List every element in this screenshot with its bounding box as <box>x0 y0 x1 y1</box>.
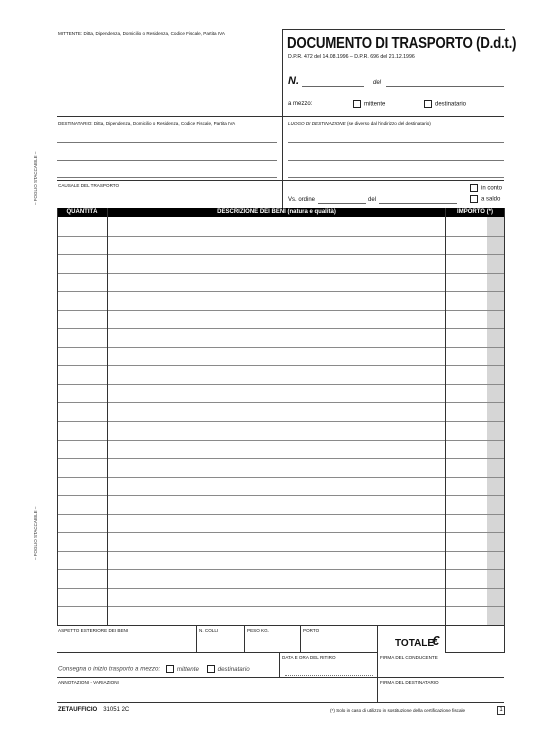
in-conto-checkbox[interactable] <box>470 184 478 192</box>
consegna-mittente[interactable]: mittente <box>166 666 199 673</box>
number-field[interactable] <box>302 86 364 87</box>
causale-label: CAUSALE DEL TRASPORTO <box>58 183 120 188</box>
currency-symbol: € <box>432 633 440 648</box>
date-field[interactable] <box>386 86 504 87</box>
brand-logo: ZETAUFFICIO 31051 2C <box>58 707 130 713</box>
firma-destinatario-label: FIRMA DEL DESTINATARIO <box>380 680 439 685</box>
side-label-bottom: – FOGLIO STACCABILE – <box>33 506 38 560</box>
destination-label: LUOGO DI DESTINAZIONE (se diverso dal l'indirizzo del destinatario) <box>288 121 431 126</box>
mezzo-destinatario[interactable]: destinatario <box>424 100 466 109</box>
table-row[interactable] <box>57 606 504 607</box>
ordine-date-field[interactable] <box>379 203 457 204</box>
col-desc-header: DESCRIZIONE DEI BENI (natura e qualità) <box>217 209 336 215</box>
table-row[interactable] <box>57 310 504 311</box>
table-row[interactable] <box>57 236 504 237</box>
table-row[interactable] <box>57 458 504 459</box>
table-row[interactable] <box>57 291 504 292</box>
table-row[interactable] <box>57 588 504 589</box>
table-row[interactable] <box>57 273 504 274</box>
consegna-destinatario[interactable]: destinatario <box>207 666 250 673</box>
table-row[interactable] <box>57 365 504 366</box>
table-row[interactable] <box>57 402 504 403</box>
col-qty-header: QUANTITÀ <box>66 209 98 215</box>
col-amount-header: IMPORTO (*) <box>457 209 493 215</box>
data-ora-ticks <box>285 671 373 676</box>
copy-number: 1 <box>497 706 505 715</box>
table-row[interactable] <box>57 254 504 255</box>
date-label: del <box>373 80 382 86</box>
a-saldo-checkbox[interactable] <box>470 195 478 203</box>
destinatario-checkbox[interactable] <box>424 100 432 108</box>
consegna-destinatario-checkbox[interactable] <box>207 665 215 673</box>
data-ora-label: DATA E ORA DEL RITIRO <box>282 655 336 660</box>
table-row[interactable] <box>57 328 504 329</box>
table-row[interactable] <box>57 347 504 348</box>
table-row[interactable] <box>57 421 504 422</box>
mittente-checkbox[interactable] <box>353 100 361 108</box>
ordine-del-label: del <box>368 197 377 203</box>
table-row[interactable] <box>57 477 504 478</box>
side-label-top: – FOGLIO STACCABILE – <box>33 151 38 205</box>
fiscal-note: (*) Solo in caso di utilizzo in sostituzione della certificazione fiscale <box>330 708 466 713</box>
a-saldo-option[interactable]: a saldo <box>470 195 500 204</box>
consegna-label: Consegna o inizio trasporto a mezzo: mittente destinatario <box>58 665 250 673</box>
table-row[interactable] <box>57 514 504 515</box>
table-row[interactable] <box>57 440 504 441</box>
aspetto-label: ASPETTO ESTERIORE DEI BENI <box>58 628 129 633</box>
vs-ordine-field[interactable] <box>318 203 366 204</box>
table-row[interactable] <box>57 551 504 552</box>
dpr-reference: D.P.R. 472 del 14.08.1996 – D.P.R. 696 del 21.12.1996 <box>288 54 415 60</box>
consegna-mittente-checkbox[interactable] <box>166 665 174 673</box>
table-row[interactable] <box>57 495 504 496</box>
mezzo-label: a mezzo: <box>288 101 313 107</box>
recipient-label: DESTINATARIO: Ditta, Dipendenza, Domicilio o Residenza, Codice Fiscale, Partita IVA <box>58 121 236 126</box>
colli-label: N. COLLI <box>199 628 219 633</box>
sender-label: MITTENTE: Ditta, Dipendenza, Domicilio o Residenza, Codice Fiscale, Partita IVA <box>58 31 225 36</box>
document-title: DOCUMENTO DI TRASPORTO (D.d.t.) <box>287 35 517 52</box>
firma-conducente-label: FIRMA DEL CONDUCENTE <box>380 655 438 660</box>
porto-label: PORTO <box>303 628 320 633</box>
in-conto-option[interactable]: in conto <box>470 184 502 193</box>
annotazioni-label: ANNOTAZIONI - VARIAZIONI <box>58 680 119 685</box>
table-row[interactable] <box>57 532 504 533</box>
vs-ordine-label: Vs. ordine <box>288 197 316 203</box>
table-row[interactable] <box>57 384 504 385</box>
mezzo-mittente[interactable]: mittente <box>353 100 385 109</box>
table-row[interactable] <box>57 569 504 570</box>
number-label: N. <box>288 75 299 87</box>
peso-label: PESO KG. <box>247 628 269 633</box>
totale-label: TOTALE <box>395 638 435 649</box>
